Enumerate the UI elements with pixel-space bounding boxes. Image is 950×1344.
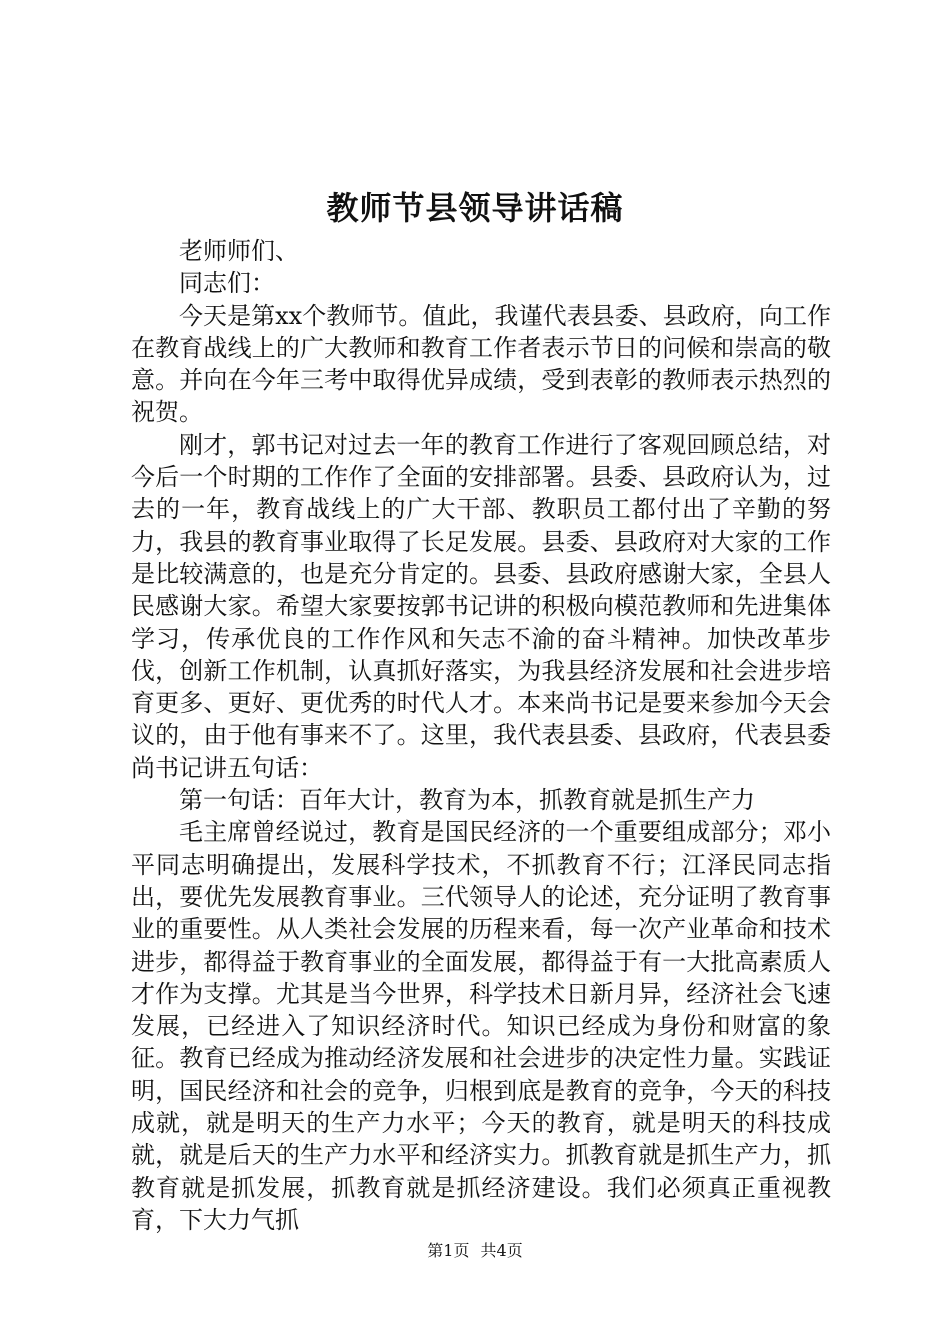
paragraph-education-importance: 毛主席曾经说过，教育是国民经济的一个重要组成部分；邓小平同志明确提出，发展科学技术，不抓教育不行；江泽民同志指出，要优先发展教育事业。三代领导人的论述，充分证明了教育事业的重要性。从人类社会发展的历程来看，每一次产业革命和技术进步，都得益于教育事业的全面发展，都得益于有一大批高素质人才作为支撑。尤其是当今世界，科学技术日新月异，经济社会飞速发展，已经进入了知识经济时代。知识已经成为身份和财富的象征。教育已经成为推动经济发展和社会进步的决定性力量。实践证明，国民经济和社会的竞争，归根到底是教育的竞争，今天的科技成就，就是明天的生产力水平；今天的教育，就是明天的科技成就，就是后天的生产力水平和经济实力。抓教育就是抓生产力，抓教育就是抓发展，抓教育就是抓经济建设。我们必须真正重视教育，下大力气抓 [131, 818, 831, 1234]
document-body [131, 235, 831, 1236]
document-title: 教师节县领导讲话稿 [326, 189, 624, 227]
page-number: 第1页 共4页 [427, 1241, 523, 1260]
salutation-line-1: 老师师们、 [179, 237, 299, 265]
paragraph-greeting: 今天是第xx个教师节。值此，我谨代表县委、县政府，向工作在教育战线上的广大教师和教育工作者表示节日的问候和崇高的敬意。并向在今年三考中取得优异成绩，受到表彰的教师表示热烈的祝贺。 [131, 301, 831, 427]
salutation-line-2: 同志们： [179, 269, 275, 298]
paragraph-review: 刚才，郭书记对过去一年的教育工作进行了客观回顾总结，对今后一个时期的工作作了全面的安排部署。县委、县政府认为，过去的一年，教育战线上的广大干部、教职员工都付出了辛勤的努力，我县的教育事业取得了长足发展。县委、县政府对大家的工作是比较满意的，也是充分肯定的。县委、县政府感谢大家，全县人民感谢大家。希望大家要按郭书记讲的积极向模范教师和先进集体学习，传承优良的工作作风和矢志不渝的奋斗精神。加快改革步伐，创新工作机制，认真抓好落实，为我县经济发展和社会进步培育更多、更好、更优秀的时代人才。本来尚书记是要来参加今天会议的，由于他有事来不了。这里，我代表县委、县政府，代表县委尚书记讲五句话： [131, 430, 831, 782]
section-heading-first: 第一句话：百年大计，教育为本，抓教育就是抓生产力 [179, 786, 755, 815]
